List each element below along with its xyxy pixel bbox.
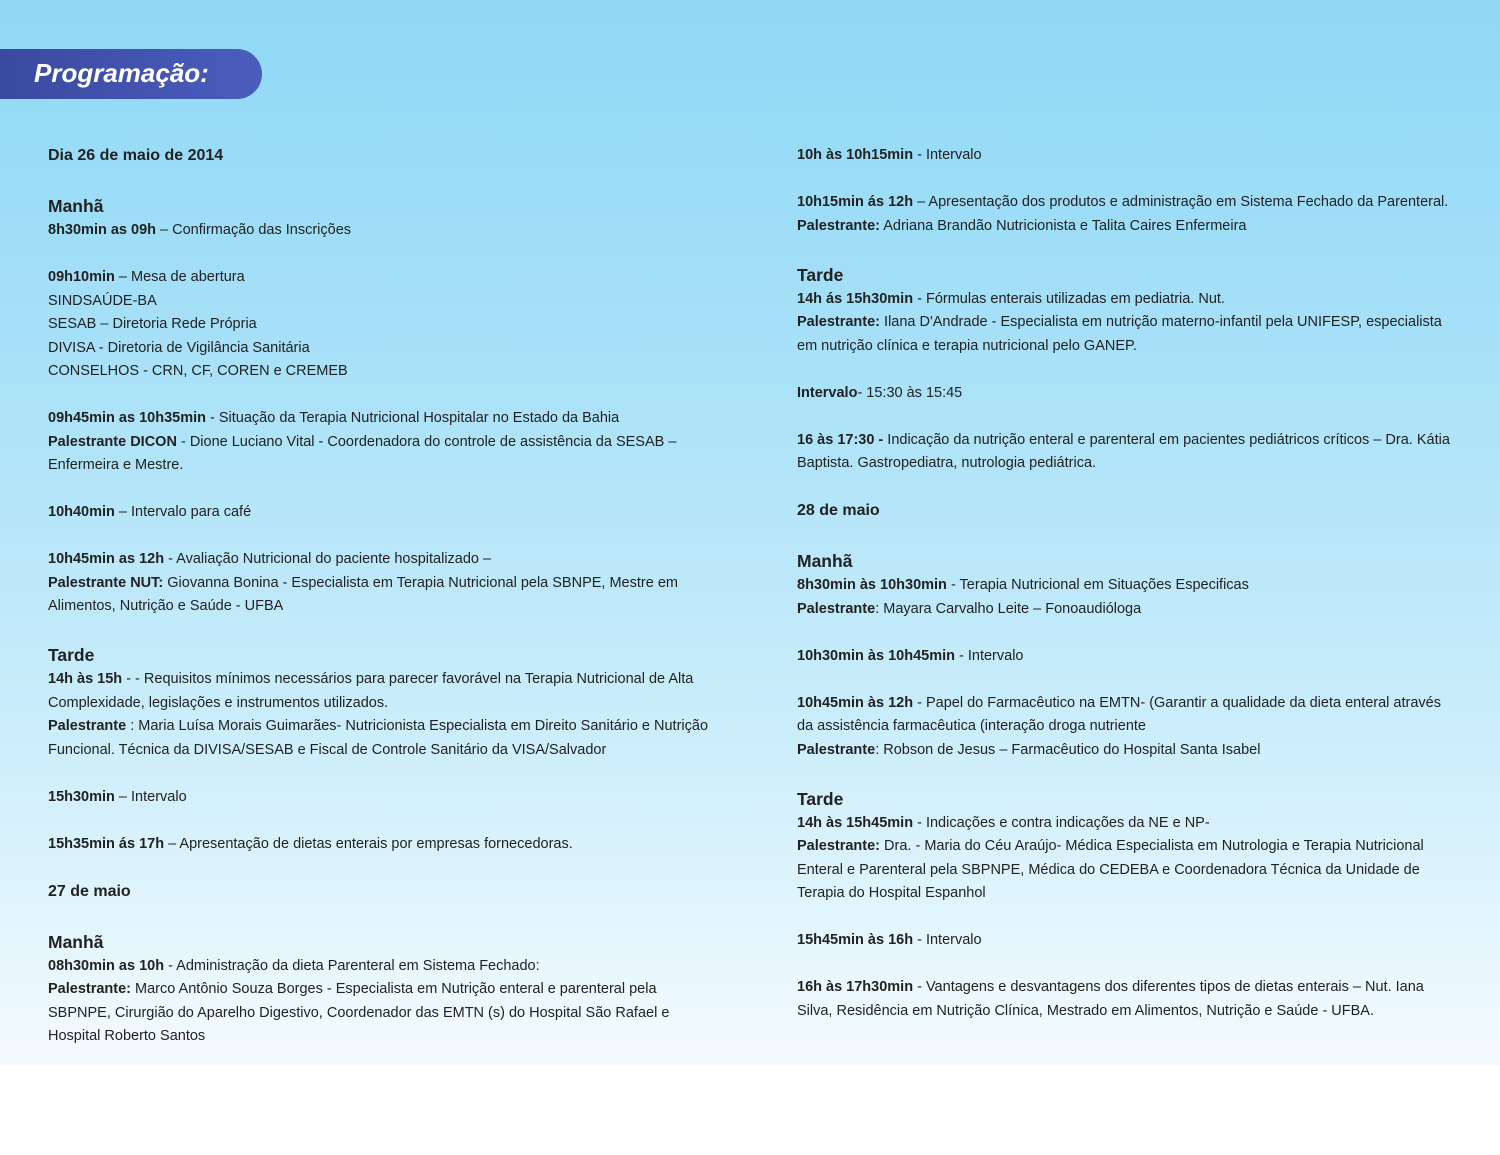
item-line: SINDSAÚDE-BA: [48, 292, 157, 309]
schedule-item: [797, 429, 1459, 476]
speaker-desc: : Robson de Jesus – Farmacêutico do Hospital Santa Isabel: [875, 741, 1261, 758]
schedule-item: [797, 645, 1459, 669]
speaker-desc: Ilana D'Andrade - Especialista em nutrição materno-infantil pela UNIFESP, especialista em nutrição clínica e terapia nutricional pelo GANEP.: [797, 314, 1442, 354]
speaker-desc: Dra. - Maria do Céu Araújo- Médica Especialista em Nutrologia e Terapia Nutricional Enteral e Parenteral pela SBPNPE, Médica do CEDEBA e Coordenadora Técnica da Unidade de Terapia do Hospital Espanhol: [797, 838, 1424, 901]
item-time: Intervalo: [797, 384, 858, 401]
period-heading: Tarde: [797, 264, 844, 285]
speaker-label: Palestrante NUT:: [48, 574, 164, 591]
period-heading: Manhã: [797, 551, 853, 571]
item-desc: - - Requisitos mínimos necessários para parecer favorável na Terapia Nutricional de Alta Complexidade, legislações e instrumentos utilizados.: [48, 671, 694, 711]
speaker-desc: : Maria Luísa Morais Guimarães- Nutricionista Especialista em Direito Sanitário e Nutrição Funcional. Técnica da DIVISA/SESAB e Fiscal de Controle Sanitário da VISA/Salvador: [48, 718, 709, 758]
speaker-label: Palestrante:: [797, 314, 881, 330]
schedule-item: [48, 668, 708, 762]
item-time: 10h45min às 12h: [797, 694, 914, 711]
item-line: CONSELHOS - CRN, CF, COREN e CREMEB: [48, 363, 348, 379]
item-desc: – Apresentação de dietas enterais por empresas fornecedoras.: [164, 835, 573, 852]
item-desc: - Indicações e contra indicações da NE e NP-: [913, 814, 1210, 831]
item-desc: - Terapia Nutricional em Situações Especificas: [946, 577, 1249, 593]
item-desc: - Vantagens e desvantagens dos diferentes tipos de dietas enterais – Nut. Iana Silva, Residência em Nutrição Clínica, Mestrado em Alimentos, Nutrição e Saúde - UFBA.: [797, 979, 1424, 1019]
item-time: 10h às 10h15min: [797, 147, 914, 163]
day-heading: 27 de maio: [48, 882, 131, 900]
speaker-label: Palestrante DICON: [48, 433, 177, 450]
schedule-item: [48, 833, 708, 857]
speaker-desc: Giovanna Bonina - Especialista em Terapia Nutricional pela SBNPE, Mestre em Alimentos, Nutrição e Saúde - UFBA: [48, 574, 678, 614]
item-time: 14h ás 15h30min: [797, 290, 914, 307]
item-desc: - Papel do Farmacêutico na EMTN- (Garantir a qualidade da dieta enteral através da assistência farmacêutica (interação droga nutriente: [797, 694, 1441, 734]
item-desc: – Mesa de abertura: [114, 269, 245, 285]
item-time: 16 às 17:30 -: [797, 431, 884, 448]
schedule-item: [797, 574, 1459, 621]
speaker-line: [797, 311, 1459, 358]
schedule-item: [797, 812, 1459, 906]
schedule-item: [797, 382, 1459, 406]
speaker-label: Palestrante: [48, 718, 127, 734]
item-time: 10h40min: [48, 504, 115, 520]
item-time: 15h30min: [48, 788, 115, 805]
speaker-label: Palestrante:: [797, 217, 881, 234]
item-time: 16h às 17h30min: [797, 979, 914, 995]
day-heading: Dia 26 de maio de 2014: [48, 147, 224, 164]
item-time: 14h às 15h: [48, 671, 123, 687]
schedule-item: [48, 219, 708, 243]
item-time: 8h30min às 10h30min: [797, 577, 947, 593]
item-time: 09h45min as 10h35min: [48, 410, 206, 426]
item-desc: - Fórmulas enterais utilizadas em pediatria. Nut.: [913, 290, 1225, 307]
item-desc: – Apresentação dos produtos e administração em Sistema Fechado da Parenteral.: [913, 194, 1449, 210]
item-time: 10h15min ás 12h: [797, 194, 914, 210]
item-desc: - Avaliação Nutricional do paciente hospitalizado –: [164, 551, 492, 567]
speaker-line: [797, 598, 1459, 622]
right-column: [797, 144, 1459, 1047]
item-time: 09h10min: [48, 269, 115, 285]
item-time: 15h45min às 16h: [797, 932, 914, 948]
schedule-item: [797, 191, 1459, 238]
speaker-line: [48, 572, 708, 619]
item-desc: - 15:30 às 15:45: [857, 384, 963, 401]
speaker-line: [48, 715, 708, 762]
speaker-label: Palestrante: [797, 600, 876, 617]
speaker-label: Palestrante:: [48, 981, 132, 997]
item-time: 8h30min as 09h: [48, 222, 156, 238]
title-banner: [0, 49, 262, 99]
speaker-desc: - Dione Luciano Vital - Coordenadora do controle de assistência da SESAB – Enfermeira e Mestre.: [48, 433, 677, 473]
speaker-line: [797, 215, 1459, 239]
speaker-line: [797, 739, 1459, 763]
schedule-item: [797, 692, 1459, 763]
schedule-item: [797, 144, 1459, 168]
schedule-item: [797, 288, 1459, 359]
schedule-item: [797, 976, 1459, 1023]
schedule-item: [48, 786, 708, 810]
left-column: [48, 144, 708, 1072]
item-line: DIVISA - Diretoria de Vigilância Sanitária: [48, 339, 310, 356]
item-desc: - Situação da Terapia Nutricional Hospitalar no Estado da Bahia: [205, 410, 620, 426]
schedule-item: [48, 548, 708, 619]
item-line: SESAB – Diretoria Rede Própria: [48, 316, 257, 332]
schedule-item: [48, 407, 708, 478]
item-desc: - Administração da dieta Parenteral em Sistema Fechado:: [164, 957, 540, 974]
speaker-desc: Adriana Brandão Nutricionista e Talita Caires Enfermeira: [880, 217, 1247, 234]
day-heading: 28 de maio: [797, 502, 880, 519]
item-time: 08h30min as 10h: [48, 957, 165, 974]
item-time: 10h45min as 12h: [48, 551, 165, 567]
item-time: 10h30min às 10h45min: [797, 647, 955, 664]
item-desc: – Confirmação das Inscrições: [156, 222, 352, 238]
schedule-item: [797, 929, 1459, 953]
speaker-line: [48, 431, 708, 478]
item-desc: - Intervalo: [954, 647, 1024, 664]
period-heading: Tarde: [48, 645, 95, 665]
speaker-desc: Marco Antônio Souza Borges - Especialista em Nutrição enteral e parenteral pela SBPNPE, Cirurgião do Aparelho Digestivo, Coordenador das EMTN (s) do Hospital São Rafael e Hospital Roberto Santos: [48, 981, 670, 1044]
speaker-line: [48, 978, 708, 1049]
speaker-label: Palestrante:: [797, 838, 881, 854]
item-desc: - Intervalo: [913, 932, 982, 948]
item-time: 14h às 15h45min: [797, 814, 914, 831]
speaker-line: [797, 835, 1459, 906]
period-heading: Manhã: [48, 931, 104, 952]
item-desc: - Intervalo: [913, 147, 982, 163]
page-title: Programação:: [34, 58, 209, 88]
period-heading: Manhã: [48, 196, 104, 216]
period-heading: Tarde: [797, 788, 844, 809]
schedule-item: [48, 266, 708, 384]
item-desc: – Intervalo para café: [114, 504, 252, 520]
speaker-desc: : Mayara Carvalho Leite – Fonoaudióloga: [875, 600, 1142, 617]
item-time: 15h35min ás 17h: [48, 835, 165, 852]
schedule-item: [48, 501, 708, 525]
item-desc: – Intervalo: [114, 788, 187, 805]
schedule-item: [48, 955, 708, 1049]
item-desc: Indicação da nutrição enteral e parenteral em pacientes pediátricos críticos – Dra. Kátia Baptista. Gastropediatra, nutrologia pediátrica.: [797, 431, 1450, 471]
speaker-label: Palestrante: [797, 741, 876, 758]
